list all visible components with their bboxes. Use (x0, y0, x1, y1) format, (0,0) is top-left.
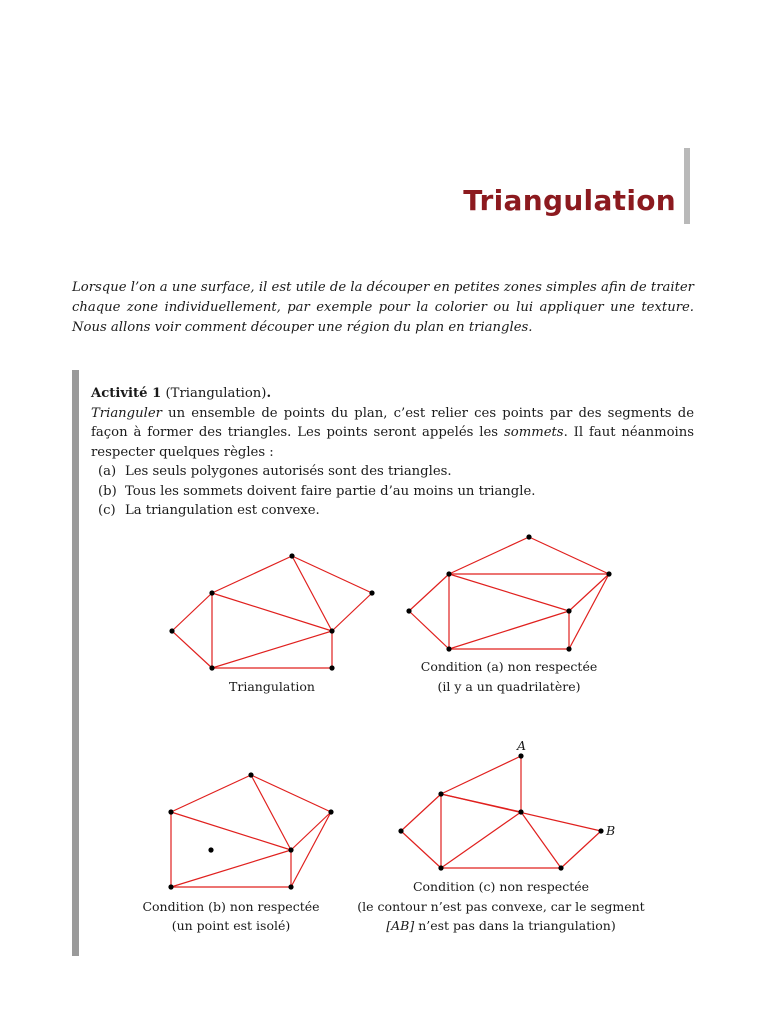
caption: (il y a un quadrilatère) (437, 679, 581, 694)
activity-heading: Activité 1 (Triangulation). (91, 386, 272, 401)
activity-label: Activité 1 (91, 386, 162, 401)
figure-triangulation (169, 553, 374, 694)
caption: (le contour n’est pas convexe, car le segment (357, 899, 645, 914)
rule-text: Les seuls polygones autorisés sont des triangles. (125, 464, 452, 479)
activity-text-2: . Il faut néanmoins respecter quelques règles : (91, 425, 695, 460)
rule-text: La triangulation est convexe. (125, 503, 320, 518)
rule-label: (c) (98, 503, 116, 518)
activity-name: (Triangulation) (165, 386, 267, 401)
figure-condition-b (142, 772, 333, 933)
term-sommets: sommets (503, 425, 564, 440)
point-label-a: A (517, 738, 527, 753)
intro-paragraph: Lorsque l’on a une surface, il est utile de la découper en petites zones simples afin de traiter chaque zone individuellement, par exemple pour la colorier ou lui appliquer une texture. Nous allons voir comment découper une région du plan en triangles. (72, 280, 694, 335)
segment-ab: [AB] (386, 918, 415, 933)
figure-condition-c (357, 738, 644, 933)
isolated-point (208, 847, 213, 852)
caption: Condition (b) non respectée (142, 899, 320, 914)
page-title: Triangulation (463, 184, 676, 217)
caption: Condition (a) non respectée (420, 659, 598, 674)
caption: Condition (c) non respectée (412, 879, 590, 894)
caption (386, 918, 615, 933)
figure-condition-a (406, 534, 611, 694)
caption: Triangulation (229, 679, 315, 694)
caption: (un point est isolé) (171, 918, 291, 933)
caption-tail: n’est pas dans la triangulation) (414, 918, 616, 933)
activity-text-1: un ensemble de points du plan, c’est relier ces points par des segments de façon à former des triangles. Les points seront appelés les (91, 405, 694, 440)
rule-label: (a) (98, 464, 117, 479)
term-trianguler: Trianguler (91, 405, 162, 421)
point-label-b: B (606, 823, 616, 838)
rule-label: (b) (98, 483, 117, 499)
rule-text: Tous les sommets doivent faire partie d’au moins un triangle. (125, 483, 536, 499)
